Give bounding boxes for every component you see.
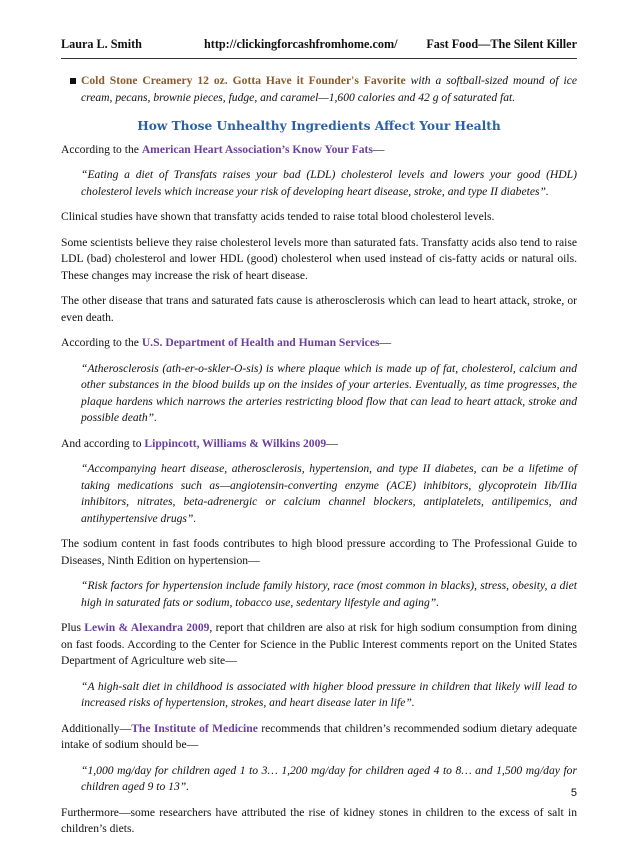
paragraph-text: — — [372, 142, 385, 156]
block-quote: “Accompanying heart disease, atherosclerosis, hypertension, and type II diabetes, can be a lifetime of taking medications such as—angiotensin-converting enzyme (ACE) inhibitors, glycoprotein Iib/IIia inhibitors, nitrates, beta-adrenergic or calcium channel blockers, antiplatelets, antilipemics, and antihypertensive drugs”. — [81, 462, 577, 525]
header-divider — [61, 58, 577, 59]
paragraph: The sodium content in fast foods contributes to high blood pressure according to The Professional Guide to Diseases, Ninth Edition on hypertension— — [61, 537, 577, 567]
paragraph: Some scientists believe they raise cholesterol levels more than saturated fats. Transfatty acids also tend to raise LDL (bad) cholesterol and lower HDL (good) cholesterol when used instead of cis-fatty acids or natural oils. These changes may increase the risk of heart disease. — [61, 235, 577, 282]
paragraph-text: According to the — [61, 336, 142, 349]
paragraph — [61, 436, 577, 453]
paragraph-text: And according to — [61, 436, 145, 450]
source-link[interactable]: The Institute of Medicine — [131, 721, 258, 735]
paragraph-text: Plus — [61, 621, 85, 634]
paragraph — [61, 721, 577, 754]
page-number: 5 — [570, 787, 577, 799]
header-title: Fast Food—The Silent Killer — [426, 37, 577, 51]
block-quote: “Risk factors for hypertension include family history, race (most common in blacks), stress, obesity, a diet high in saturated fats or sodium, tobacco use, sedentary lifestyle and aging”. — [81, 579, 577, 609]
source-link[interactable]: Lewin & Alexandra 2009 — [84, 621, 210, 634]
source-link[interactable]: Lippincott, Williams & Wilkins 2009 — [144, 436, 327, 450]
header-author: Laura L. Smith — [61, 37, 142, 51]
section-heading: How Those Unhealthy Ingredients Affect Your Health — [137, 119, 501, 133]
square-bullet-icon — [70, 78, 76, 84]
paragraph-text: , report that children are also at risk for high sodium consumption from dining on fast foods. According to the Center for Science in the Public Interest comments report on the United States Department of Agriculture web site— — [61, 621, 577, 667]
page-body — [61, 73, 577, 847]
source-link[interactable]: U.S. Department of Health and Human Services — [141, 336, 380, 349]
source-link[interactable]: American Heart Association’s Know Your Fats — [141, 142, 373, 156]
paragraph-text: recommends that children’s recommended sodium dietary adequate intake of sodium should be— — [61, 721, 577, 751]
block-quote: “1,000 mg/day for children aged 1 to 3… 1,200 mg/day for children aged 4 to 8… and 1,500 mg/day for children aged 9 to 13”. — [81, 763, 577, 793]
menu-item-name: Cold Stone Creamery 12 oz. Gotta Have it Founder's Favorite — [81, 74, 406, 87]
paragraph — [61, 620, 577, 670]
menu-item-description: with a softball-sized mound of ice cream, pecans, brownie pieces, fudge, and caramel—1,600 calories and 42 g of saturated fat. — [81, 74, 577, 104]
paragraph-text: According to the — [61, 142, 142, 156]
paragraph: Clinical studies have shown that transfatty acids tended to raise total blood cholesterol levels. — [61, 210, 495, 223]
block-quote: “Eating a diet of Transfats raises your bad (LDL) cholesterol levels and lowers your good (HDL) cholesterol levels which increase your risk of developing heart disease, stroke, and type II diabetes”. — [81, 168, 577, 198]
paragraph-text: Additionally— — [61, 721, 132, 735]
block-quote: “A high-salt diet in childhood is associated with higher blood pressure in children that likely will lead to increased risks of hypertension, strokes, and heart disease later in life”. — [81, 679, 577, 709]
header-url[interactable]: http://clickingforcashfromhome.com/ — [204, 37, 398, 51]
paragraph: The other disease that trans and saturated fats cause is atherosclerosis which can lead to heart attack, stroke, or even death. — [61, 294, 577, 324]
page-header — [61, 37, 577, 55]
paragraph-text: — — [379, 336, 392, 349]
paragraph: Furthermore—some researchers have attributed the rise of kidney stones in children to the excess of salt in children’s diets. — [61, 805, 577, 835]
list-item — [61, 73, 577, 106]
paragraph — [61, 335, 577, 352]
paragraph-text: — — [326, 436, 338, 450]
paragraph — [61, 142, 577, 159]
block-quote: “Atherosclerosis (ath-er-o-skler-O-sis) is where plaque which is made up of fat, cholesterol, calcium and other substances in the blood builds up on the insides of your arteries. Eventually, as time progresses, the plaque hardens which narrows the arteries restricting blood flow that can lead to heart attack, stroke and possible death”. — [81, 361, 577, 424]
